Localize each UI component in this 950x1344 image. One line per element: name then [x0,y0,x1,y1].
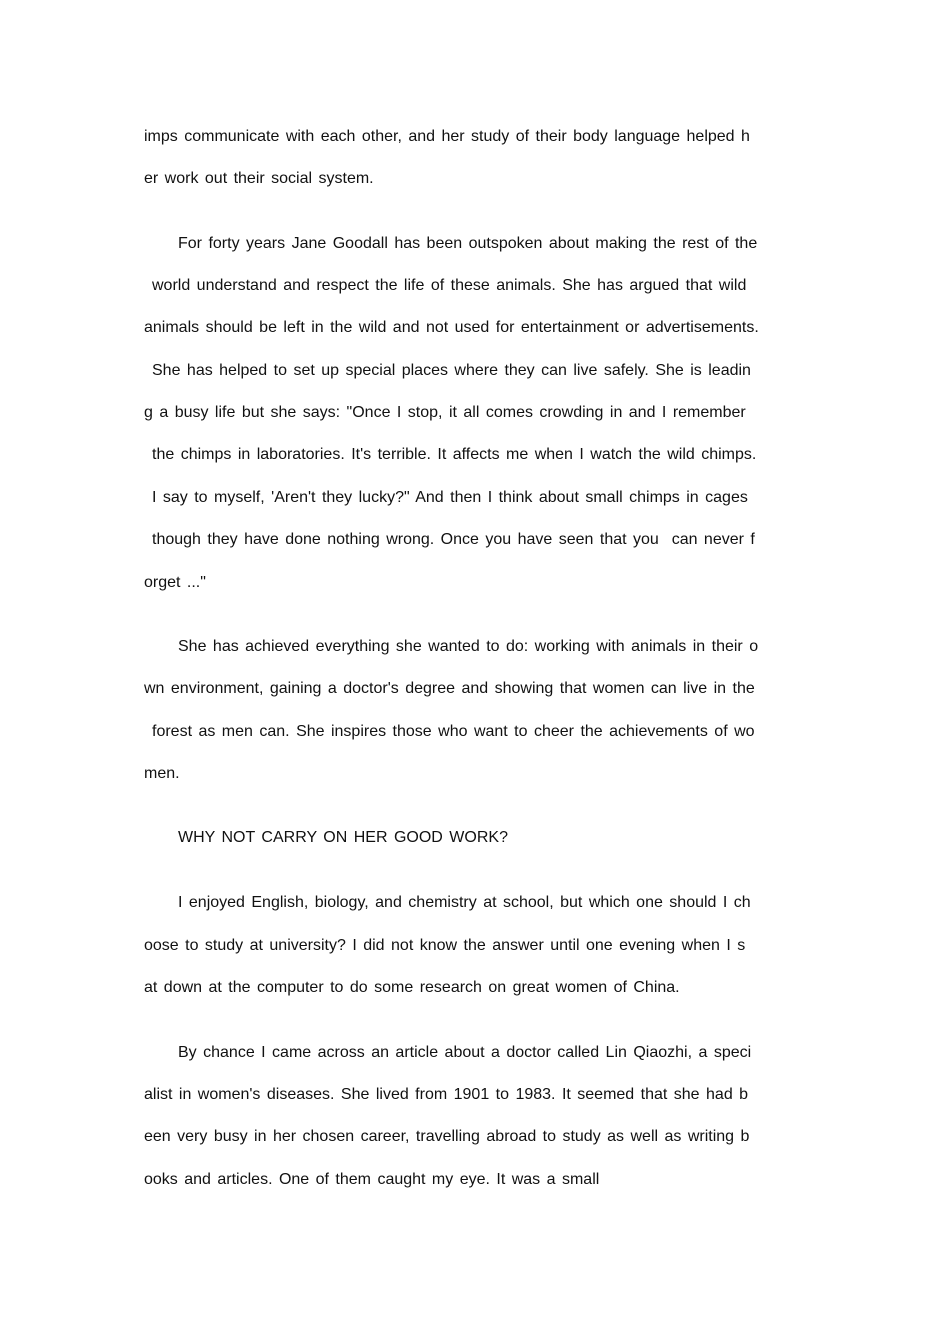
text-line: animals should be left in the wild and not used for entertainment or advertisements. [144,319,759,336]
text-line: at down at the computer to do some research on great women of China. [144,979,680,996]
text-line: g a busy life but she says: "Once I stop, it all comes crowding in and I remember [144,404,746,421]
paragraph-first-line: For forty years Jane Goodall has been outspoken about making the rest of the [178,235,758,252]
paragraph-first-line: By chance I came across an article about a doctor called Lin Qiaozhi, a speci [178,1044,752,1061]
text-line: forest as men can. She inspires those who want to cheer the achievements of wo [152,723,755,740]
paragraph-first-line: I enjoyed English, biology, and chemistry at school, but which one should I ch [178,894,751,911]
paragraph-first-line: She has achieved everything she wanted to do: working with animals in their o [178,638,759,655]
text-line: the chimps in laboratories. It's terrible. It affects me when I watch the wild chimps. [152,446,757,463]
section-heading: WHY NOT CARRY ON HER GOOD WORK? [178,829,508,846]
text-line: imps communicate with each other, and her study of their body language helped h [144,128,750,145]
text-line: though they have done nothing wrong. Once you have seen that you can never f [152,531,755,548]
text-line: alist in women's diseases. She lived from 1901 to 1983. It seemed that she had b [144,1086,749,1103]
text-line: wn environment, gaining a doctor's degree and showing that women can live in the [144,680,755,697]
text-line: oose to study at university? I did not know the answer until one evening when I s [144,937,746,954]
text-line: world understand and respect the life of these animals. She has argued that wild [152,277,747,294]
text-line: I say to myself, 'Aren't they lucky?" And then I think about small chimps in cages [152,489,748,506]
text-line: er work out their social system. [144,170,374,187]
text-line: She has helped to set up special places where they can live safely. She is leadin [152,362,751,379]
text-line: men. [144,765,180,782]
text-line: ooks and articles. One of them caught my eye. It was a small [144,1171,600,1188]
text-line: een very busy in her chosen career, travelling abroad to study as well as writing b [144,1128,750,1145]
text-line: orget ..." [144,574,206,591]
